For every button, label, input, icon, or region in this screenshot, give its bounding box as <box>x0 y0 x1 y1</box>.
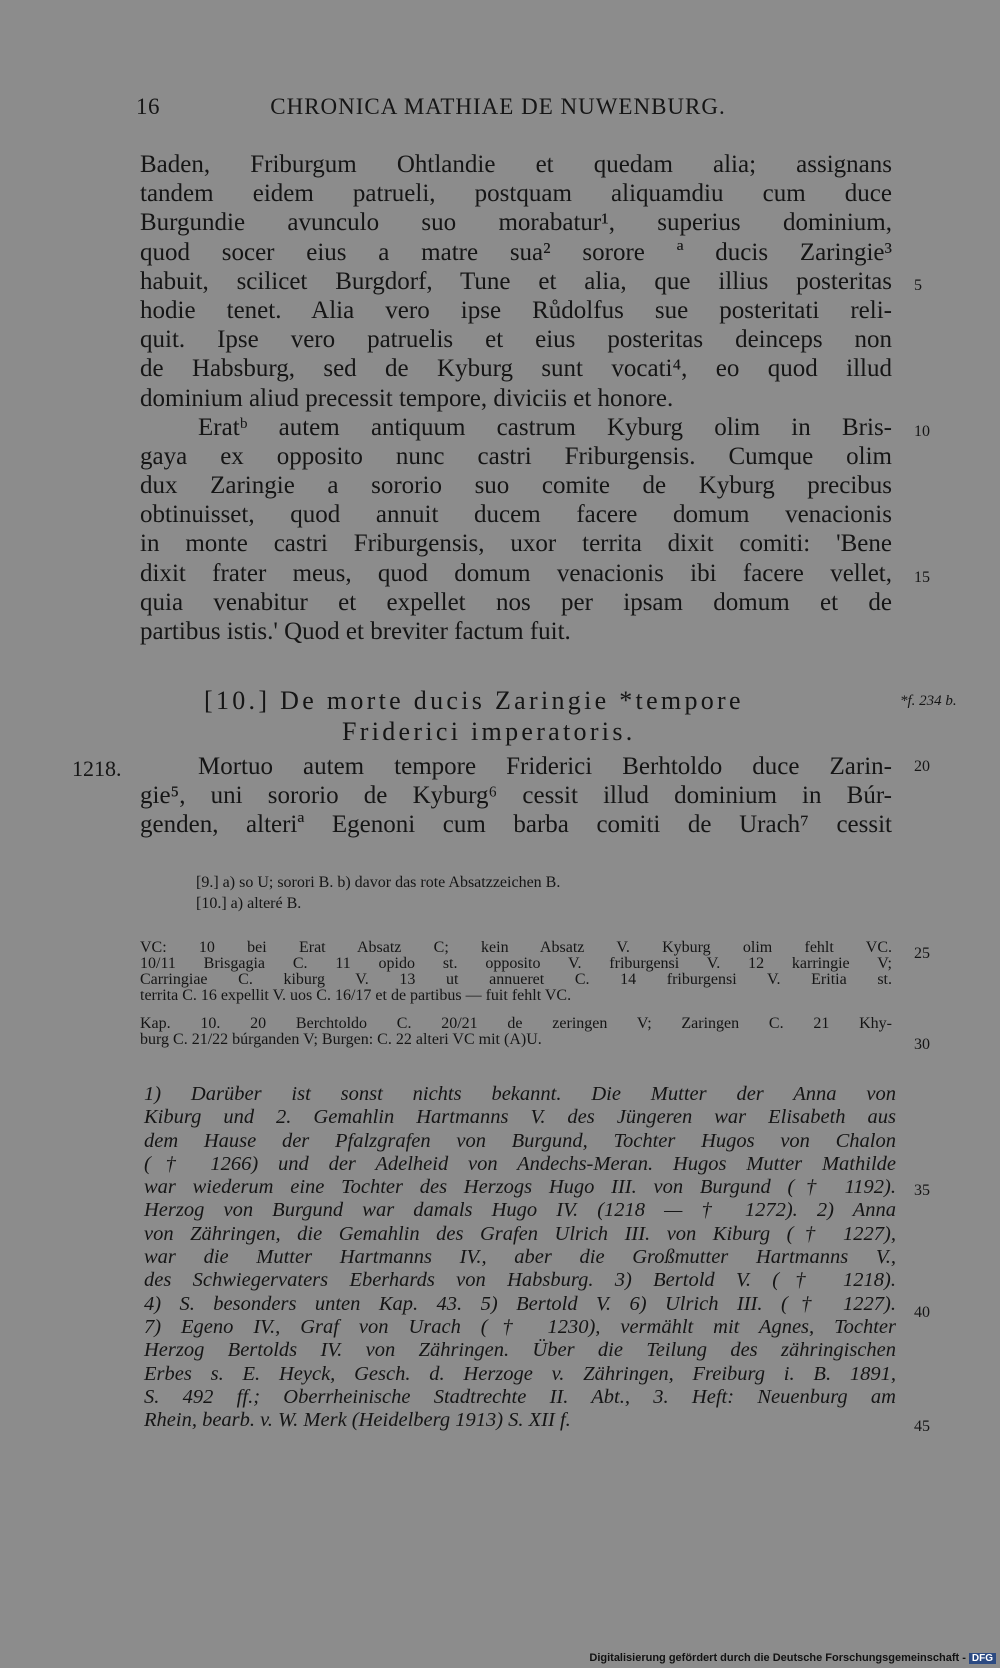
footnote-line: Herzog Bertolds IV. von Zähringen. Über die Teilung des zähringischen <box>144 1339 896 1362</box>
variant-notes <box>196 872 560 914</box>
footnote-line: 7) Egeno IV., Graf von Urach († 1230), vermählt mit Agnes, Tochter <box>144 1315 896 1338</box>
line-number: 15 <box>914 569 930 586</box>
text-line: hodie tenet. Alia vero ipse Růdolfus sue posteritati reli- <box>140 296 892 324</box>
text-line: Eratᵇ autem antiquum castrum Kyburg olim in Bris- <box>198 413 892 441</box>
text-line: quod socer eius a matre sua² sorore ª ducis Zaringie³ <box>140 238 892 266</box>
apparatus-line: Carringiae C. kiburg V. 13 ut annueret C. 14 friburgensi V. Eritia st. <box>140 971 892 988</box>
line-number: 30 <box>914 1036 930 1053</box>
footnote-line: Rhein, bearb. v. W. Merk (Heidelberg 1913) S. XII f. <box>144 1409 571 1432</box>
apparatus-line: Kap. 10. 20 Berchtoldo C. 20/21 de zeringen V; Zaringen C. 21 Khy- <box>140 1015 892 1032</box>
chapter-number: [10.] <box>204 686 271 715</box>
text-line: gie⁵, uni sororio de Kyburg⁶ cessit illud dominium in Búr- <box>140 782 892 810</box>
credit-text: Digitalisierung gefördert durch die Deutsche Forschungsgemeinschaft - <box>589 1652 966 1664</box>
line-number: 20 <box>914 758 930 775</box>
text-line: Burgundie avunculo suo morabatur¹, superius dominium, <box>140 209 892 237</box>
chapter-title-line <box>204 685 744 716</box>
line-number: 35 <box>914 1182 930 1199</box>
main-text-continued <box>140 752 892 840</box>
line-number: 40 <box>914 1304 930 1321</box>
running-head <box>136 94 726 120</box>
footnote-line: S. 492 ff.; Oberrheinische Stadtrechte II. Abt., 3. Heft: Neuenburg am <box>144 1385 896 1408</box>
footnote-line: († 1266) und der Adelheid von Andechs-Meran. Hugos Mutter Mathilde <box>144 1152 896 1175</box>
footnote-line: 1) Darüber ist sonst nichts bekannt. Die Mutter der Anna von <box>144 1083 896 1105</box>
footnote-line: Erbes s. E. Heyck, Gesch. d. Herzoge v. Zähringen, Freiburg i. B. 1891, <box>144 1362 896 1385</box>
footnote-line: war wiederum eine Tochter des Herzogs Hugo III. von Burgund († 1192). <box>144 1176 896 1199</box>
footnotes <box>144 1083 896 1432</box>
line-number: 45 <box>914 1418 930 1435</box>
footnote-line: von Zähringen, die Gemahlin des Grafen Ulrich III. von Kiburg († 1227), <box>144 1222 896 1245</box>
apparatus-line: 10/11 Brisgagia C. 11 opido st. opposito V. friburgensi V. 12 karringie V; <box>140 955 892 972</box>
apparatus-line: territa C. 16 expellit V. uos C. 16/17 et de partibus — fuit fehlt VC. <box>140 987 572 1004</box>
folio-reference: *f. 234 b. <box>900 693 957 709</box>
variant-note: [9.] a) so U; sorori B. b) davor das rote Absatzzeichen B. <box>196 874 561 891</box>
footnote-line: war die Mutter Hartmanns IV., aber die Großmutter Hartmanns V., <box>144 1246 896 1269</box>
text-line: partibus istis.' Quod et breviter factum fuit. <box>140 618 571 645</box>
text-line: Baden, Friburgum Ohtlandie et quedam alia; assignans <box>140 151 892 178</box>
text-line: dixit frater meus, quod domum venacionis ibi facere vellet, <box>140 559 892 587</box>
digitization-credit <box>589 1652 996 1664</box>
text-line: dux Zaringie a sororio suo comite de Kyburg precibus <box>140 472 892 500</box>
footnote-line: des Schwiegervaters Eberhards von Habsburg. 3) Bertold V. († 1218). <box>144 1269 896 1292</box>
year-marker: 1218. <box>72 756 122 781</box>
page-title: CHRONICA MATHIAE DE NUWENBURG. <box>270 94 726 119</box>
line-number: 10 <box>914 423 930 440</box>
apparatus-line: VC: 10 bei Erat Absatz C; kein Absatz V. Kyburg olim fehlt VC. <box>140 939 892 956</box>
apparatus-line: burg C. 21/22 búrganden V; Burgen: C. 22 alteri VC mit (A)U. <box>140 1031 542 1048</box>
footnote-line: dem Hause der Pfalzgrafen von Burgund, Tochter Hugos von Chalon <box>144 1129 896 1152</box>
dfg-logo: DFG <box>969 1653 996 1664</box>
text-line: genden, alteriª Egenoni cum barba comiti de Urach⁷ cessit <box>140 811 892 839</box>
text-line: gaya ex opposito nunc castri Friburgensis. Cumque olim <box>140 442 892 470</box>
page-number: 16 <box>136 94 160 119</box>
text-line: tandem eidem patrueli, postquam aliquamdiu cum duce <box>140 180 892 208</box>
footnote-line: 4) S. besonders unten Kap. 43. 5) Bertold V. 6) Ulrich III. († 1227). <box>144 1292 896 1315</box>
text-line: habuit, scilicet Burgdorf, Tune et alia, que illius posteritas <box>140 267 892 295</box>
chapter-title-line: Friderici imperatoris. <box>342 717 636 746</box>
line-number: 25 <box>914 945 930 962</box>
chapter-heading <box>204 685 744 747</box>
main-text <box>140 150 892 646</box>
footnote-line: Kiburg und 2. Gemahlin Hartmanns V. des Jüngeren war Elisabeth aus <box>144 1106 896 1129</box>
line-number: 5 <box>914 277 922 294</box>
critical-apparatus <box>140 940 892 1048</box>
variant-note: [10.] a) alteré B. <box>196 895 302 912</box>
text-line: quia venabitur et expellet nos per ipsam domum et de <box>140 588 892 616</box>
footnote-line: Herzog von Burgund war damals Hugo IV. (1218 — † 1272). 2) Anna <box>144 1199 896 1222</box>
text-line: dominium aliud precessit tempore, diviciis et honore. <box>140 384 674 412</box>
text-line: obtinuisset, quod annuit ducem facere domum venacionis <box>140 501 892 529</box>
text-line: de Habsburg, sed de Kyburg sunt vocati⁴, eo quod illud <box>140 355 892 383</box>
text-line: quit. Ipse vero patruelis et eius posteritas deinceps non <box>140 326 892 354</box>
text-line: in monte castri Friburgensis, uxor territa dixit comiti: 'Bene <box>140 530 892 558</box>
text-line: Mortuo autem tempore Friderici Berhtoldo duce Zarin- <box>198 753 892 780</box>
chapter-title: De morte ducis Zaringie *tempore <box>280 686 744 715</box>
